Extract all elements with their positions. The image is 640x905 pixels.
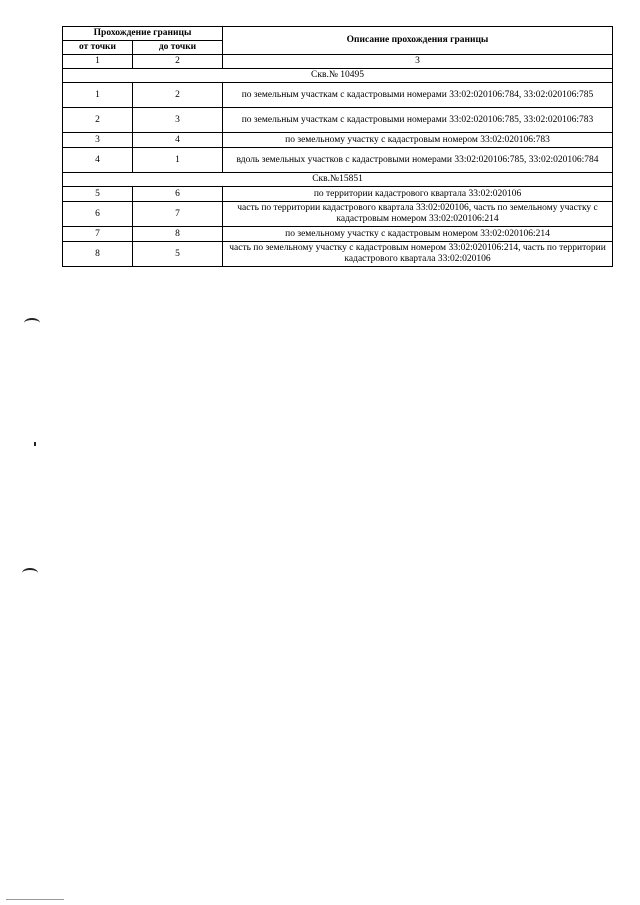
table-row	[63, 187, 613, 202]
column-number: 3	[223, 55, 613, 69]
punch-hole-mark	[22, 568, 38, 578]
to-point: 3	[133, 108, 223, 133]
boundary-description: по земельным участкам с кадастровыми номерами 33:02:020106:784, 33:02:020106:785	[223, 83, 613, 108]
from-point: 8	[63, 242, 133, 267]
column-number: 2	[133, 55, 223, 69]
from-point: 6	[63, 202, 133, 227]
to-point: 4	[133, 133, 223, 148]
scan-speck	[34, 442, 36, 446]
from-point: 4	[63, 148, 133, 173]
boundary-description: по территории кадастрового квартала 33:02:020106	[223, 187, 613, 202]
boundary-description: часть по земельному участку с кадастровым номером 33:02:020106:214, часть по территории кадастрового квартала 33:02:020106	[223, 242, 613, 267]
boundary-description: часть по территории кадастрового квартала 33:02:020106, часть по земельному участку с кадастровым номером 33:02:020106:214	[223, 202, 613, 227]
table-row	[63, 202, 613, 227]
table-row	[63, 242, 613, 267]
boundary-description: вдоль земельных участков с кадастровыми номерами 33:02:020106:785, 33:02:020106:784	[223, 148, 613, 173]
table-row	[63, 148, 613, 173]
table-row	[63, 108, 613, 133]
section-title: Скв.№ 10495	[63, 69, 613, 83]
from-point: 3	[63, 133, 133, 148]
from-point: 5	[63, 187, 133, 202]
table-row	[63, 83, 613, 108]
boundary-description: по земельному участку с кадастровым номером 33:02:020106:214	[223, 227, 613, 242]
to-point: 7	[133, 202, 223, 227]
to-point: 1	[133, 148, 223, 173]
boundary-description: по земельным участкам с кадастровыми номерами 33:02:020106:785, 33:02:020106:783	[223, 108, 613, 133]
header-from-point: от точки	[63, 41, 133, 55]
to-point: 2	[133, 83, 223, 108]
from-point: 1	[63, 83, 133, 108]
from-point: 7	[63, 227, 133, 242]
document-sheet	[62, 26, 612, 267]
scan-edge-line	[6, 899, 64, 900]
from-point: 2	[63, 108, 133, 133]
header-to-point: до точки	[133, 41, 223, 55]
table-row	[63, 133, 613, 148]
column-number: 1	[63, 55, 133, 69]
boundary-table	[62, 26, 613, 267]
table-row	[63, 227, 613, 242]
header-boundary-passage: Прохождение границы	[63, 27, 223, 41]
to-point: 8	[133, 227, 223, 242]
punch-hole-mark	[24, 318, 40, 328]
to-point: 5	[133, 242, 223, 267]
section-title: Скв.№15851	[63, 173, 613, 187]
to-point: 6	[133, 187, 223, 202]
boundary-description: по земельному участку с кадастровым номером 33:02:020106:783	[223, 133, 613, 148]
header-description: Описание прохождения границы	[223, 27, 613, 55]
